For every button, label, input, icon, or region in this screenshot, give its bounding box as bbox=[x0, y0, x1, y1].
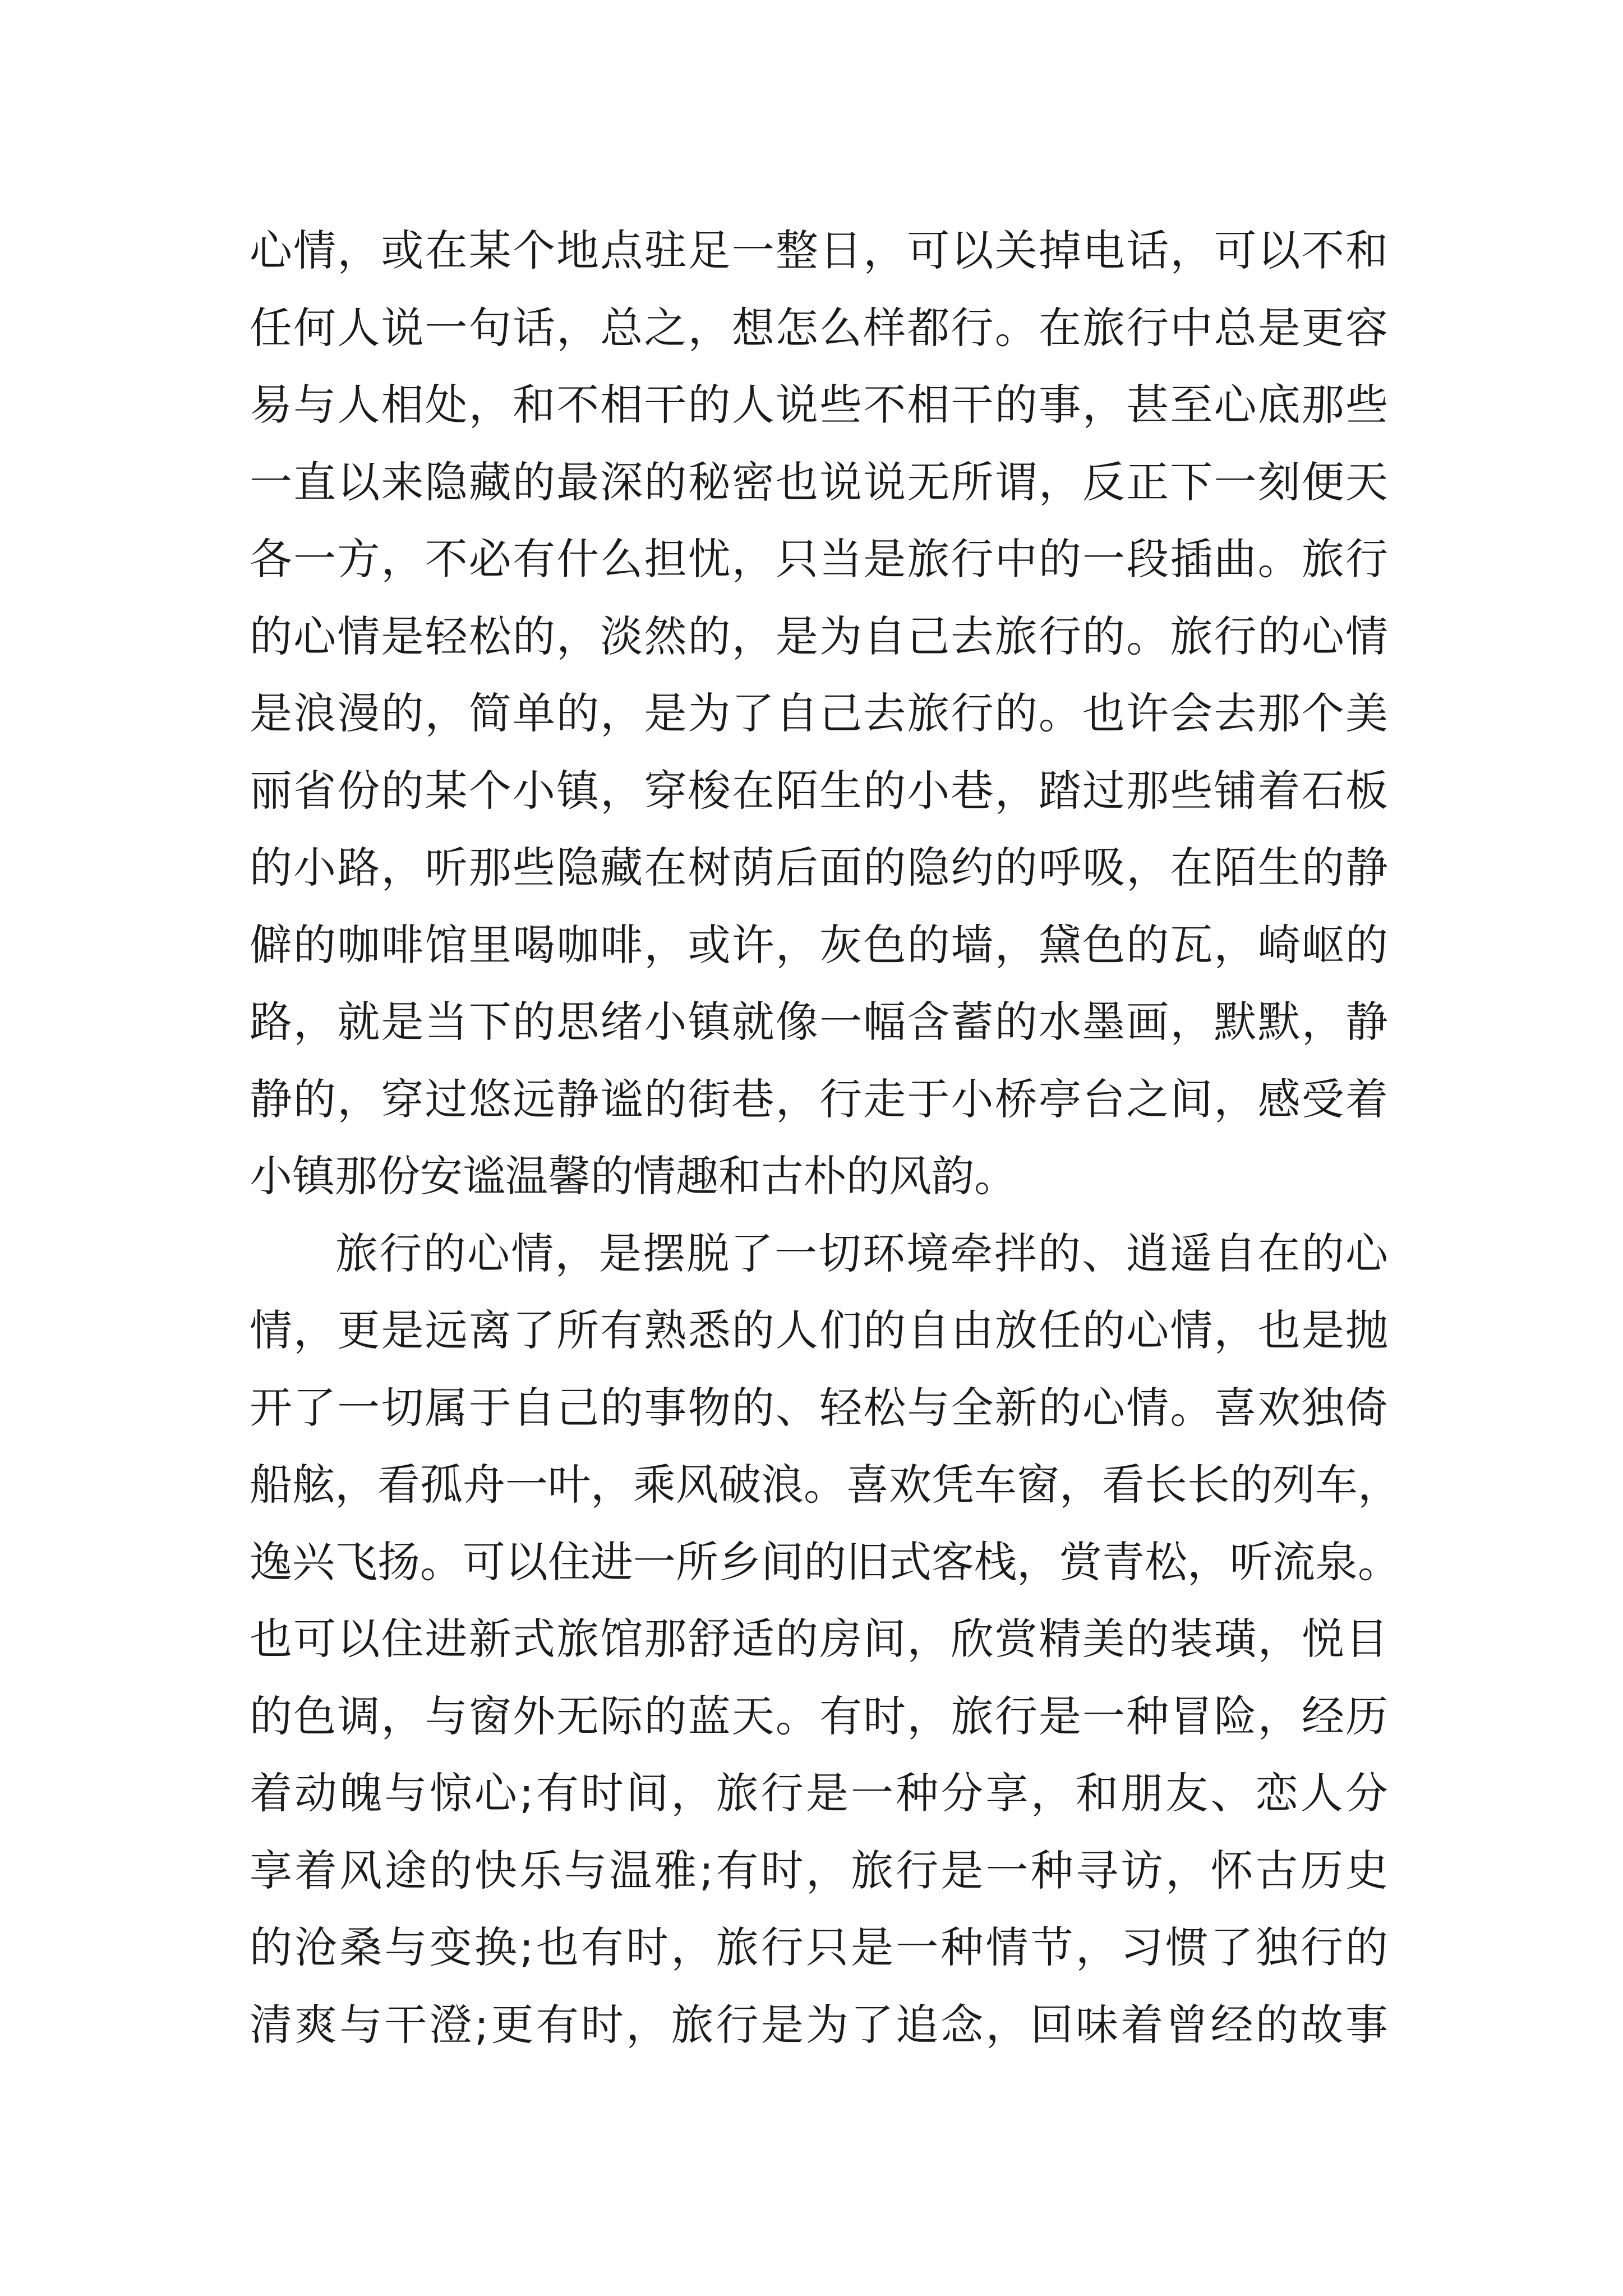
text-line: 着动魄与惊心;有时间，旅行是一种分享，和朋友、恋人分 bbox=[250, 1768, 1388, 1818]
text-line: 的心情是轻松的，淡然的，是为自己去旅行的。旅行的心情 bbox=[250, 611, 1388, 661]
body-text bbox=[250, 212, 1400, 2063]
text-line: 也可以住进新式旅馆那舒适的房间，欣赏精美的装璜，悦目 bbox=[250, 1614, 1388, 1664]
text-line: 僻的咖啡馆里喝咖啡，或许，灰色的墙，黛色的瓦，崎岖的 bbox=[250, 919, 1388, 970]
text-line: 静的，穿过悠远静谧的街巷，行走于小桥亭台之间，感受着 bbox=[250, 1074, 1388, 1124]
paragraph-first-line: 旅行的心情，是摆脱了一切环境牵拌的、逍遥自在的心 bbox=[335, 1228, 1388, 1278]
text-line: 逸兴飞扬。可以住进一所乡间的旧式客栈，赏青松，听流泉。 bbox=[250, 1536, 1400, 1587]
text-line: 船舷，看孤舟一叶，乘风破浪。喜欢凭车窗，看长长的列车， bbox=[250, 1460, 1400, 1510]
text-line: 丽省份的某个小镇，穿梭在陌生的小巷，踏过那些铺着石板 bbox=[250, 765, 1388, 816]
text-line: 的沧桑与变换;也有时，旅行只是一种情节，习惯了独行的 bbox=[250, 1922, 1388, 1972]
text-line: 享着风途的快乐与温雅;有时，旅行是一种寻访，怀古历史 bbox=[250, 1845, 1388, 1895]
text-line: 情，更是远离了所有熟悉的人们的自由放任的心情，也是抛 bbox=[250, 1305, 1388, 1355]
text-line: 的色调，与窗外无际的蓝天。有时，旅行是一种冒险，经历 bbox=[250, 1691, 1388, 1741]
text-line: 小镇那份安谧温馨的情趣和古朴的风韵。 bbox=[250, 1151, 1017, 1201]
text-line: 任何人说一句话，总之，想怎么样都行。在旅行中总是更容 bbox=[250, 302, 1388, 353]
text-line: 路，就是当下的思绪小镇就像一幅含蓄的水墨画，默默，静 bbox=[250, 997, 1388, 1047]
text-line: 清爽与干澄;更有时，旅行是为了追念，回味着曾经的故事 bbox=[250, 1999, 1388, 2050]
text-line: 的小路，听那些隐藏在树荫后面的隐约的呼吸，在陌生的静 bbox=[250, 843, 1388, 892]
text-line: 开了一切属于自己的事物的、轻松与全新的心情。喜欢独倚 bbox=[250, 1382, 1388, 1433]
text-line: 各一方，不必有什么担忧，只当是旅行中的一段插曲。旅行 bbox=[250, 534, 1388, 584]
text-line: 心情，或在某个地点驻足一整日，可以关掉电话，可以不和 bbox=[250, 226, 1388, 275]
text-line: 是浪漫的，简单的，是为了自己去旅行的。也许会去那个美 bbox=[250, 688, 1388, 738]
text-line: 易与人相处，和不相干的人说些不相干的事，甚至心底那些 bbox=[250, 380, 1388, 430]
text-line: 一直以来隐藏的最深的秘密也说说无所谓，反正下一刻便天 bbox=[250, 457, 1388, 507]
